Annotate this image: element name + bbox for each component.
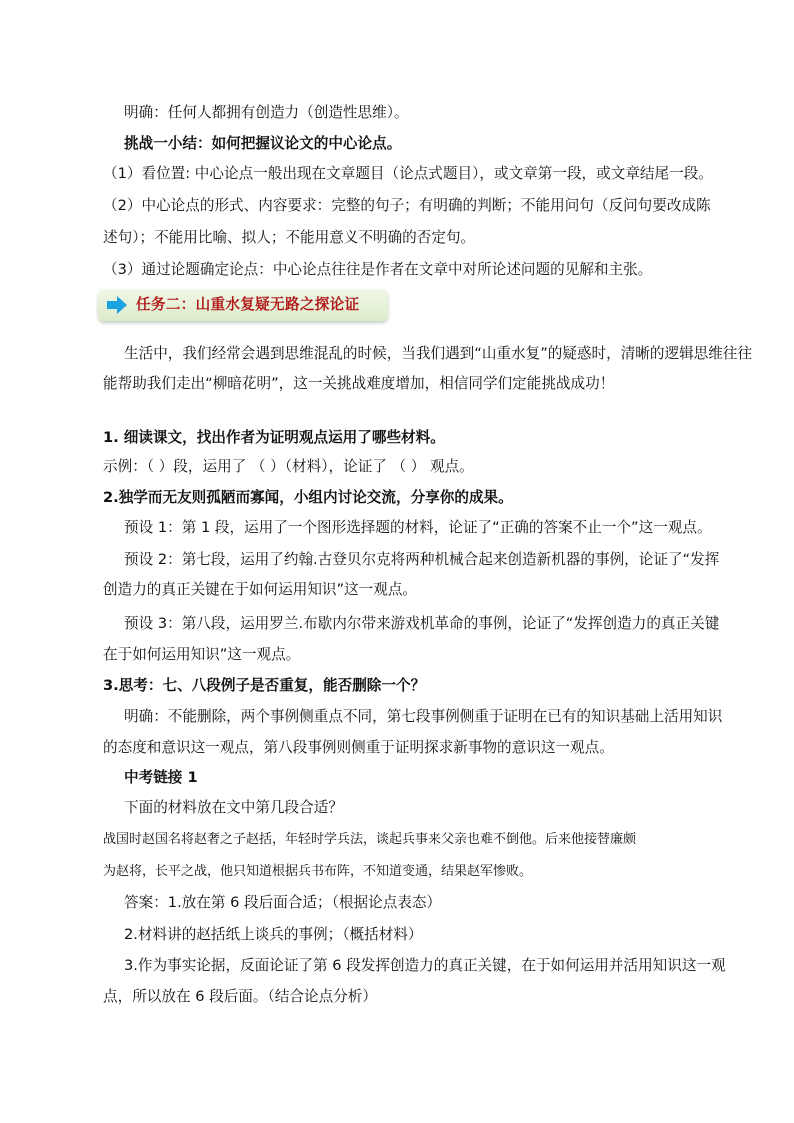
- example-template: 示例：（ ）段，运用了 （ ）（材料），论证了 （ ） 观点。: [103, 458, 474, 475]
- preset-2: 预设 2：第七段，运用了约翰.古登贝尔克将两种机械合起来创造新机器的事例，论证了“发挥: [124, 551, 720, 568]
- answer-3: 明确：不能删除，两个事例侧重点不同，第七段事例侧重于证明在已有的知识基础上活用知识: [124, 708, 723, 725]
- intro-line-2: 能帮助我们走出“柳暗花明”，这一关挑战难度增加，相信同学们定能挑战成功！: [103, 375, 615, 392]
- task-two-banner: [98, 289, 388, 321]
- question-1: 1. 细读课文，找出作者为证明观点运用了哪些材料。: [103, 429, 445, 446]
- summary-point-1: （1）看位置: 中心论点一般出现在文章题目（论点式题目），或文章第一段，或文章结尾一段。: [103, 165, 713, 182]
- preset-3-cont: 在于如何运用知识”这一观点。: [103, 646, 301, 663]
- preset-3: 预设 3：第八段，运用罗兰.布歇内尔带来游戏机革命的事例，论证了“发挥创造力的真正关键: [124, 615, 720, 632]
- exam-link-heading: 中考链接 1: [124, 769, 198, 786]
- exam-answer-1: 答案：1.放在第 6 段后面合适；（根据论点表态）: [124, 894, 442, 911]
- intro-line-1: 生活中，我们经常会遇到思维混乱的时候，当我们遇到“山重水复”的疑惑时，清晰的逻辑思维往往: [124, 345, 753, 362]
- preset-1: 预设 1：第 1 段，运用了一个图形选择题的材料，论证了“正确的答案不止一个”这一观点。: [124, 519, 712, 536]
- summary-point-2-cont: 述句）；不能用比喻、拟人；不能用意义不明确的否定句。: [103, 229, 476, 246]
- question-2: 2.独学而无友则孤陋而寡闻，小组内讨论交流，分享你的成果。: [103, 489, 513, 506]
- summary-heading: 挑战一小结：如何把握议论文的中心论点。: [124, 135, 402, 152]
- clarification-line: 明确：任何人都拥有创造力（创造性思维）。: [124, 104, 409, 121]
- summary-point-3: （3）通过论题确定论点：中心论点往往是作者在文章中对所论述问题的见解和主张。: [103, 261, 653, 278]
- question-3: 3.思考：七、八段例子是否重复，能否删除一个？: [103, 677, 426, 694]
- exam-answer-2: 2.材料讲的赵括纸上谈兵的事例；（概括材料）: [124, 926, 423, 943]
- preset-2-cont: 创造力的真正关键在于如何运用知识”这一观点。: [103, 581, 418, 598]
- exam-question: 下面的材料放在文中第几段合适？: [124, 799, 343, 816]
- material-line-2: 为赵将，长平之战，他只知道根据兵书布阵，不知道变通，结果赵军惨败。: [103, 864, 533, 879]
- task-two-title: 任务二：山重水复疑无路之探论证: [136, 296, 360, 313]
- arrow-right-icon: [106, 295, 128, 315]
- material-line-1: 战国时赵国名将赵奢之子赵括，年轻时学兵法，谈起兵事来父亲也难不倒他。后来他接替廉颇: [103, 832, 637, 847]
- summary-point-2: （2）中心论点的形式、内容要求：完整的句子；有明确的判断；不能用问句（反问句要改成陈: [103, 197, 711, 214]
- exam-answer-3-cont: 点，所以放在 6 段后面。（结合论点分析）: [103, 988, 377, 1005]
- exam-answer-3: 3.作为事实论据，反面论证了第 6 段发挥创造力的真正关键，在于如何运用并活用知识这一观: [124, 957, 726, 974]
- answer-3-cont: 的态度和意识这一观点，第八段事例则侧重于证明探求新事物的意识这一观点。: [103, 739, 614, 756]
